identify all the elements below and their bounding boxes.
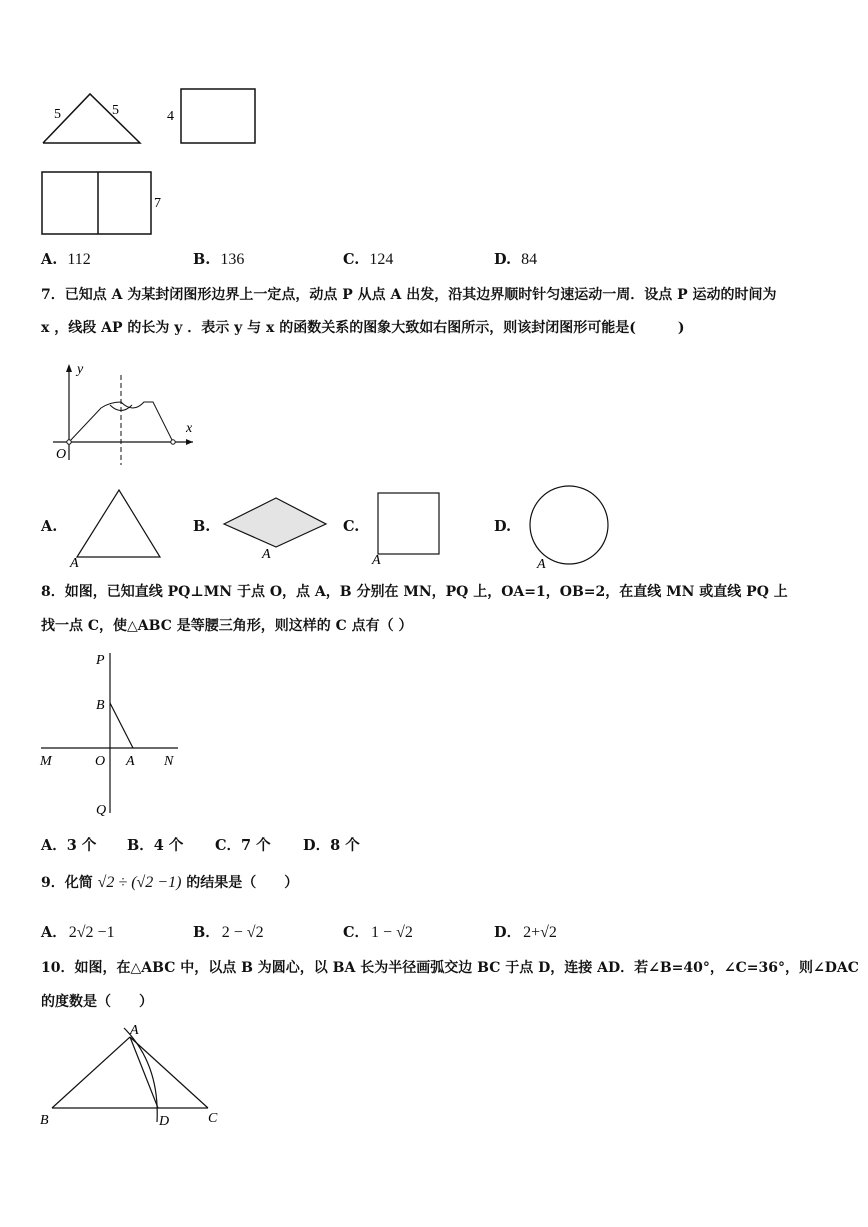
q6-option-a-letter: A. — [41, 251, 58, 268]
q8-option-d-value: 8 个 — [330, 837, 360, 854]
q10-label-a: A — [130, 1023, 139, 1038]
q9-suffix: 的结果是（ ） — [186, 875, 299, 891]
q6-option-a[interactable] — [41, 251, 91, 269]
q7-option-b-letter: B. — [193, 518, 211, 535]
q8-option-c[interactable] — [215, 834, 271, 855]
q7-option-d-circle — [525, 482, 615, 572]
q9-option-a[interactable] — [41, 921, 115, 942]
q9-option-c-letter: C． — [343, 924, 370, 941]
q6-figures — [30, 80, 290, 245]
q7-stem-line2: x ，线段 AP 的长为 y ．表示 y 与 x 的函数关系的图象大致如右图所示，则该封闭图形可能是( ) — [41, 320, 685, 336]
q6-option-b-value: 136 — [220, 251, 245, 268]
q6-option-d-value: 84 — [521, 251, 538, 268]
q6-option-a-value: 112 — [67, 251, 91, 268]
q8-option-d[interactable] — [303, 834, 360, 855]
q10-label-c: C — [208, 1111, 218, 1126]
q8-option-c-value: 7 个 — [241, 837, 271, 854]
q9-option-a-letter: A． — [41, 924, 67, 941]
q9-option-d[interactable] — [494, 921, 557, 942]
q10-label-d: D — [159, 1114, 170, 1129]
q8-option-a[interactable] — [41, 834, 96, 855]
q7-option-c-square — [368, 488, 448, 568]
q9-option-b-value: 2 − √2 — [221, 924, 264, 941]
q8-stem-line2: 找一点 C，使△ABC 是等腰三角形，则这样的 C 点有（ ） — [41, 618, 413, 634]
q8-option-c-letter: C． — [215, 837, 242, 854]
q6-option-b[interactable] — [193, 251, 244, 269]
q6-rectangle — [167, 89, 255, 143]
q7-graph-x-label: x — [186, 421, 193, 436]
q7-function-graph — [48, 360, 198, 470]
q7-option-a-triangle — [65, 485, 165, 570]
q8-option-a-letter: A． — [41, 837, 67, 854]
q6-option-d[interactable] — [494, 251, 537, 269]
q8-label-a: A — [126, 754, 135, 769]
q9-option-c-value: 1 − √2 — [371, 924, 413, 941]
q7-option-b-point-label: A — [262, 547, 271, 562]
q6-rectangle-label: 4 — [167, 109, 174, 124]
q9-option-b[interactable] — [193, 921, 264, 942]
q7-graph-y-label: y — [77, 362, 84, 377]
q6-option-b-letter: B. — [193, 251, 211, 268]
q7-option-a-point-label: A — [70, 556, 79, 570]
q10-label-b: B — [40, 1113, 49, 1128]
q6-option-c-letter: C. — [343, 251, 360, 268]
q7-option-a-letter: A. — [41, 518, 58, 535]
q6-split-rectangle — [42, 172, 161, 234]
q8-label-n: N — [164, 754, 174, 769]
q7-option-c[interactable] — [343, 518, 359, 535]
q6-triangle-left-label: 5 — [54, 107, 61, 122]
q8-option-a-value: 3 个 — [66, 837, 97, 854]
q7-graph-origin-label: O — [56, 447, 67, 462]
q9-option-c[interactable] — [343, 921, 413, 942]
q7-option-a[interactable] — [41, 518, 57, 535]
q8-label-q: Q — [96, 803, 107, 818]
q8-label-b: B — [96, 698, 105, 713]
q7-option-b[interactable] — [193, 518, 210, 535]
q8-label-m: M — [40, 754, 52, 769]
q8-option-b[interactable] — [127, 834, 183, 855]
q7-option-d-letter: D. — [494, 518, 512, 535]
q10-stem-line2: 的度数是（ ） — [41, 994, 153, 1010]
q6-split-rectangle-label: 7 — [154, 196, 161, 211]
q7-stem-line1: 7．已知点 A 为某封闭图形边界上一定点，动点 P 从点 A 出发，沿其边界顺时针匀速运动一周．设点 P 运动的时间为 — [41, 287, 777, 303]
q9-stem — [41, 873, 298, 893]
q9-expression: √2 ÷ (√2 −1) — [97, 874, 182, 891]
q8-label-o: O — [95, 754, 106, 769]
q8-stem-line1: 8．如图，已知直线 PQ⊥MN 于点 O，点 A，B 分别在 MN，PQ 上，OA=1，OB=2，在直线 MN 或直线 PQ 上 — [41, 584, 788, 600]
q8-option-b-value: 4 个 — [153, 837, 184, 854]
q6-triangle-right-label: 5 — [112, 103, 119, 118]
q9-option-d-value: 2+√2 — [523, 924, 557, 941]
q8-label-p: P — [96, 653, 105, 668]
q6-option-c[interactable] — [343, 251, 393, 269]
q9-option-d-letter: D． — [494, 924, 522, 941]
q7-option-b-rhombus — [220, 492, 330, 562]
q8-option-d-letter: D． — [303, 837, 331, 854]
q9-option-a-value: 2√2 −1 — [68, 924, 115, 941]
q8-option-b-letter: B． — [127, 837, 154, 854]
q7-option-c-point-label: A — [372, 553, 381, 568]
q10-stem-line1: 10．如图，在△ABC 中，以点 B 为圆心，以 BA 长为半径画弧交边 BC 于点 D，连接 AD．若∠B=40°，∠C=36°，则∠DAC — [41, 960, 859, 976]
q8-figure — [36, 648, 186, 818]
q6-option-c-value: 124 — [369, 251, 394, 268]
q9-option-b-letter: B． — [193, 924, 220, 941]
q10-figure — [36, 1020, 236, 1130]
q9-prefix: 9．化简 — [41, 875, 93, 891]
q7-option-d[interactable] — [494, 518, 511, 535]
q7-option-d-point-label: A — [537, 557, 546, 572]
q6-triangle — [43, 94, 140, 143]
q7-option-c-letter: C. — [343, 518, 360, 535]
q6-option-d-letter: D. — [494, 251, 512, 268]
